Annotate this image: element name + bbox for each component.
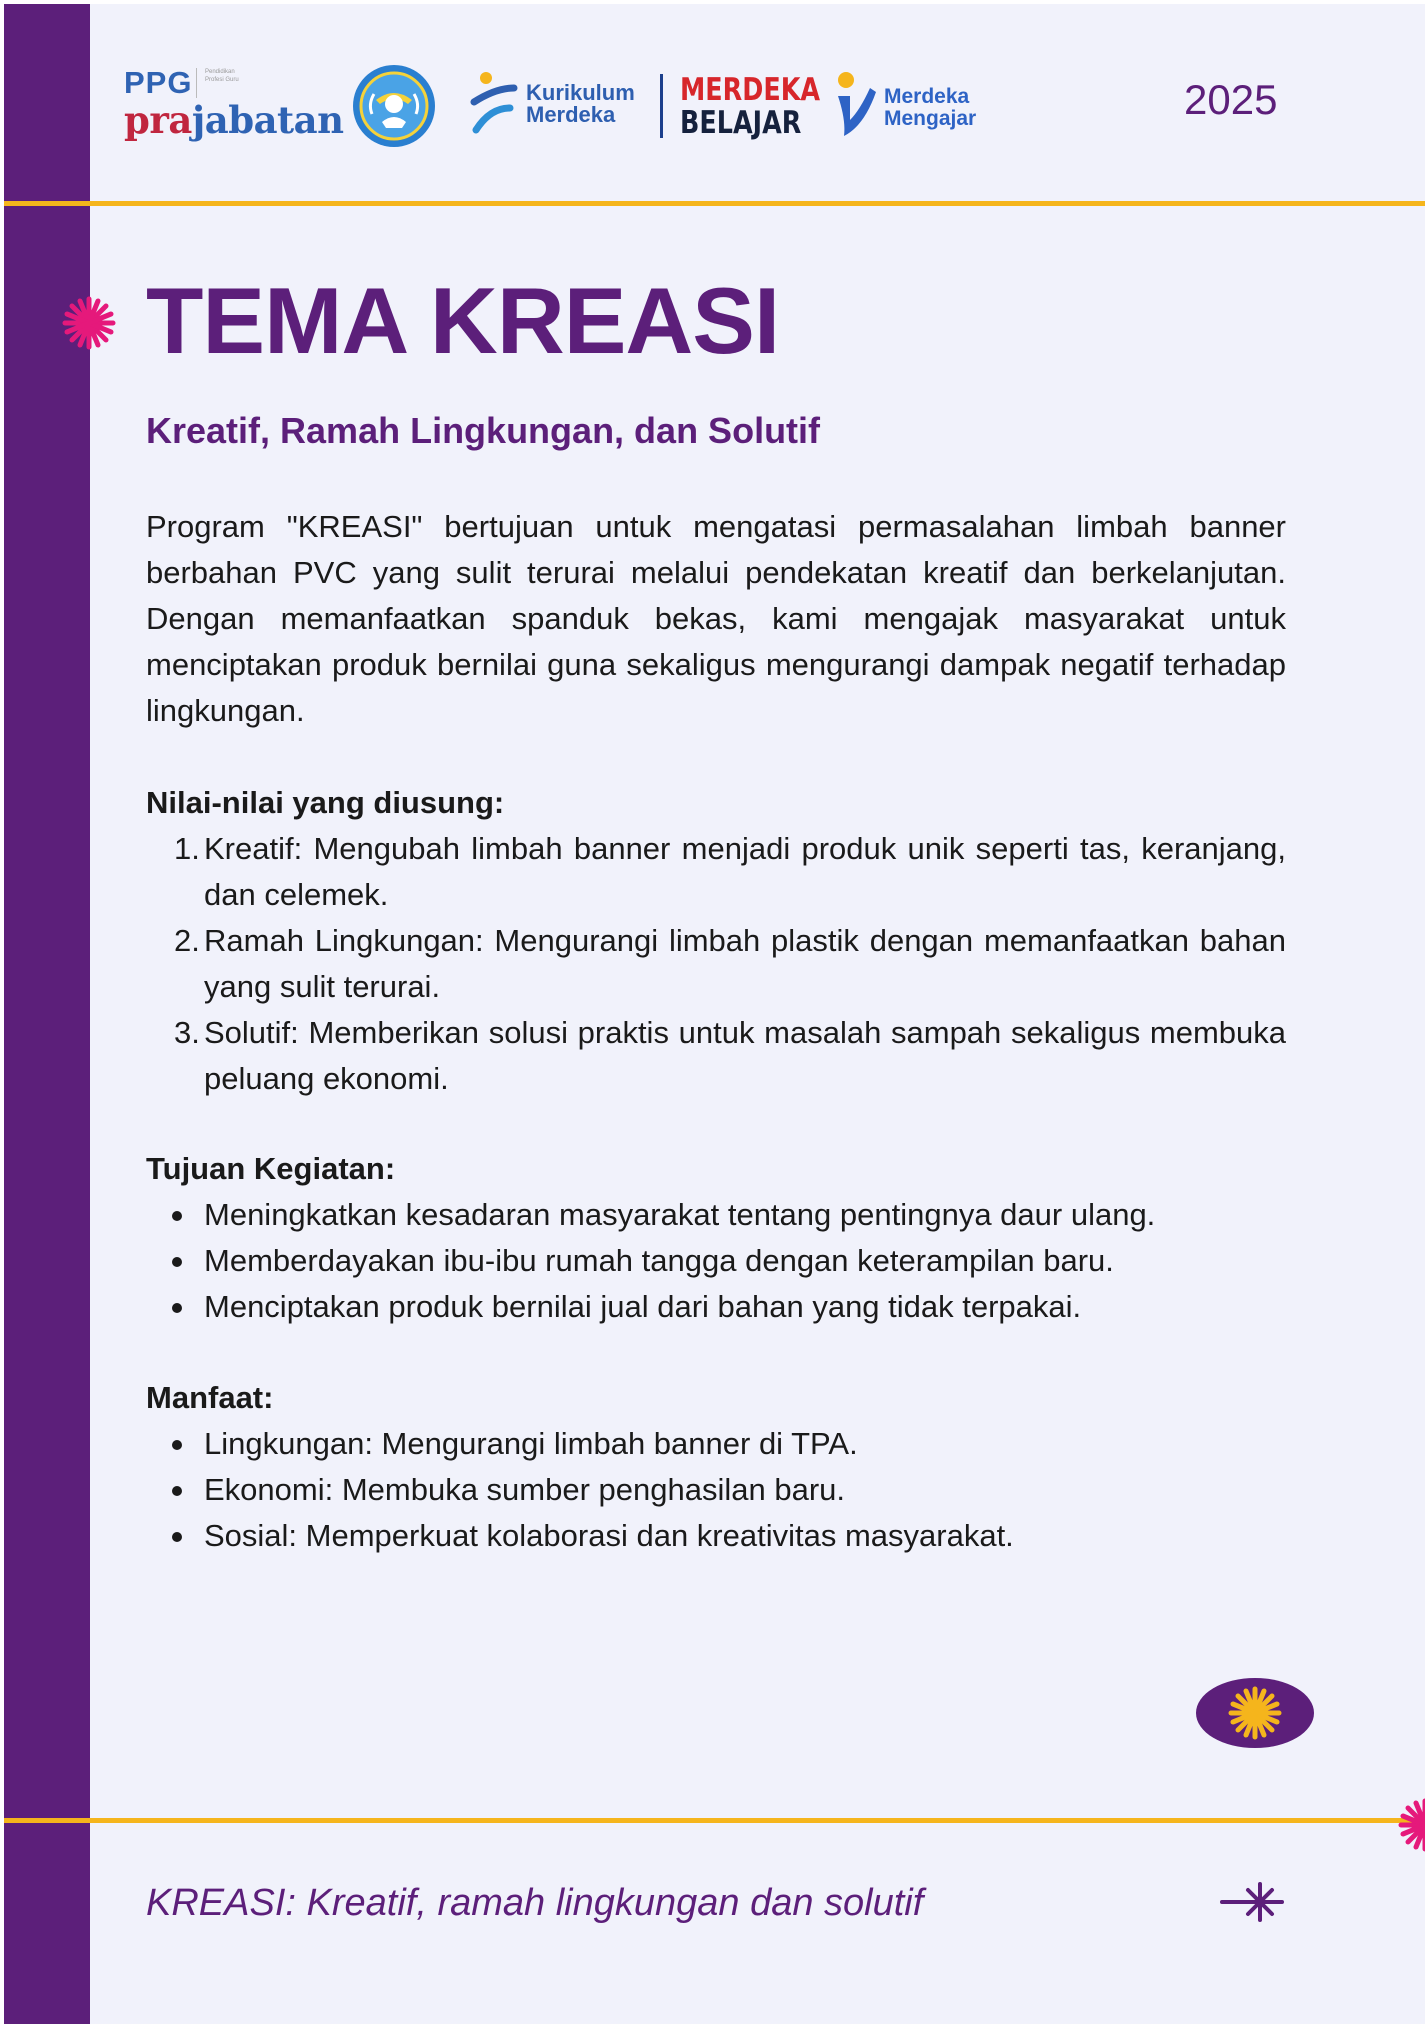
yellow-burst-icon (1228, 1686, 1282, 1740)
page-title: TEMA KREASI (146, 268, 780, 373)
kurikulum-logo-line1: Kurikulum (526, 80, 635, 105)
bullet-icon (172, 1486, 182, 1496)
ppg-logo-bottom-blue: jabatan (191, 98, 344, 142)
list-item (146, 1284, 1286, 1330)
decorative-oval (1196, 1678, 1314, 1748)
list-item-text: Lingkungan: Mengurangi limbah banner di TPA. (204, 1426, 858, 1461)
nilai-list (146, 826, 1286, 1102)
list-item-text: Menciptakan produk bernilai jual dari bahan yang tidak terpakai. (204, 1289, 1082, 1324)
bullet-icon (172, 1303, 182, 1313)
footer-divider-line (4, 1818, 1425, 1823)
ppg-logo-top: PPG (124, 65, 193, 100)
list-item (146, 826, 1286, 918)
list-item-text: Ramah Lingkungan: Mengurangi limbah plastik dengan memanfaatkan bahan yang sulit terurai. (204, 923, 1286, 1004)
merdeka-mengajar-logo (830, 70, 977, 150)
list-number: 3. (174, 1015, 200, 1050)
bullet-icon (172, 1532, 182, 1542)
intro-paragraph: Program "KREASI" bertujuan untuk mengatasi permasalahan limbah banner berbahan PVC yang sulit terurai melalui pendekatan kreatif dan berkelanjutan. Dengan memanfaatkan spanduk bekas, kami mengajak masyarakat untuk menciptakan produk bernilai guna sekaligus mengurangi dampak negatif terhadap lingkungan. (146, 509, 1286, 728)
list-item-text: Sosial: Memperkuat kolaborasi dan kreativitas masyarakat. (204, 1518, 1014, 1553)
manfaat-heading: Manfaat: (146, 1380, 274, 1415)
list-item (146, 1192, 1286, 1238)
merdeka-belajar-line1: MERDEKA (680, 72, 821, 108)
list-item (146, 1238, 1286, 1284)
page-subtitle: Kreatif, Ramah Lingkungan, dan Solutif (146, 410, 821, 451)
ppg-logo-bottom-red: pra (124, 98, 192, 142)
merdeka-mengajar-icon (830, 70, 878, 140)
header-year: 2025 (1184, 76, 1278, 123)
list-item (146, 1513, 1286, 1559)
manfaat-list (146, 1421, 1286, 1559)
list-item-text: Solutif: Memberikan solusi praktis untuk masalah sampah sekaligus membuka peluang ekonomi. (204, 1015, 1286, 1096)
list-item (146, 1421, 1286, 1467)
merdeka-belajar-line2: BELAJAR (680, 105, 802, 141)
list-item (146, 1467, 1286, 1513)
bullet-icon (172, 1211, 182, 1221)
poster-page (4, 4, 1425, 2024)
logo-divider (660, 74, 663, 138)
sparkle-star-icon (1220, 1880, 1284, 1924)
merdeka-mengajar-line1: Merdeka (884, 85, 970, 108)
kurikulum-logo-line2: Merdeka (526, 102, 616, 127)
list-item-text: Kreatif: Mengubah limbah banner menjadi produk unik seperti tas, keranjang, dan celemek. (204, 831, 1286, 912)
header-divider-line (4, 201, 1425, 206)
nilai-heading: Nilai-nilai yang diusung: (146, 785, 505, 820)
list-item-text: Ekonomi: Membuka sumber penghasilan baru. (204, 1472, 846, 1507)
tujuan-list (146, 1192, 1286, 1330)
ppg-prajabatan-logo (124, 66, 344, 140)
merdeka-belajar-logo (680, 74, 820, 140)
list-item (146, 1010, 1286, 1102)
list-item-text: Meningkatkan kesadaran masyarakat tentang pentingnya daur ulang. (204, 1197, 1156, 1232)
list-number: 1. (174, 831, 200, 866)
ppg-logo-bottom (124, 100, 344, 140)
kurikulum-merdeka-logo (470, 68, 635, 146)
list-item (146, 918, 1286, 1010)
tujuan-heading: Tujuan Kegiatan: (146, 1151, 396, 1186)
list-number: 2. (174, 923, 200, 958)
bullet-icon (172, 1257, 182, 1267)
pink-burst-icon (62, 296, 116, 350)
tut-wuri-handayani-emblem-icon (352, 64, 436, 153)
bullet-icon (172, 1440, 182, 1450)
kurikulum-merdeka-icon (470, 68, 520, 140)
merdeka-mengajar-line2: Mengajar (884, 107, 977, 130)
footer-tagline: KREASI: Kreatif, ramah lingkungan dan solutif (146, 1882, 924, 1924)
pink-edge-burst-icon (1398, 1798, 1425, 1852)
ppg-logo-small-text: Pendidikan Profesi Guru (196, 68, 255, 98)
list-item-text: Memberdayakan ibu-ibu rumah tangga dengan keterampilan baru. (204, 1243, 1114, 1278)
